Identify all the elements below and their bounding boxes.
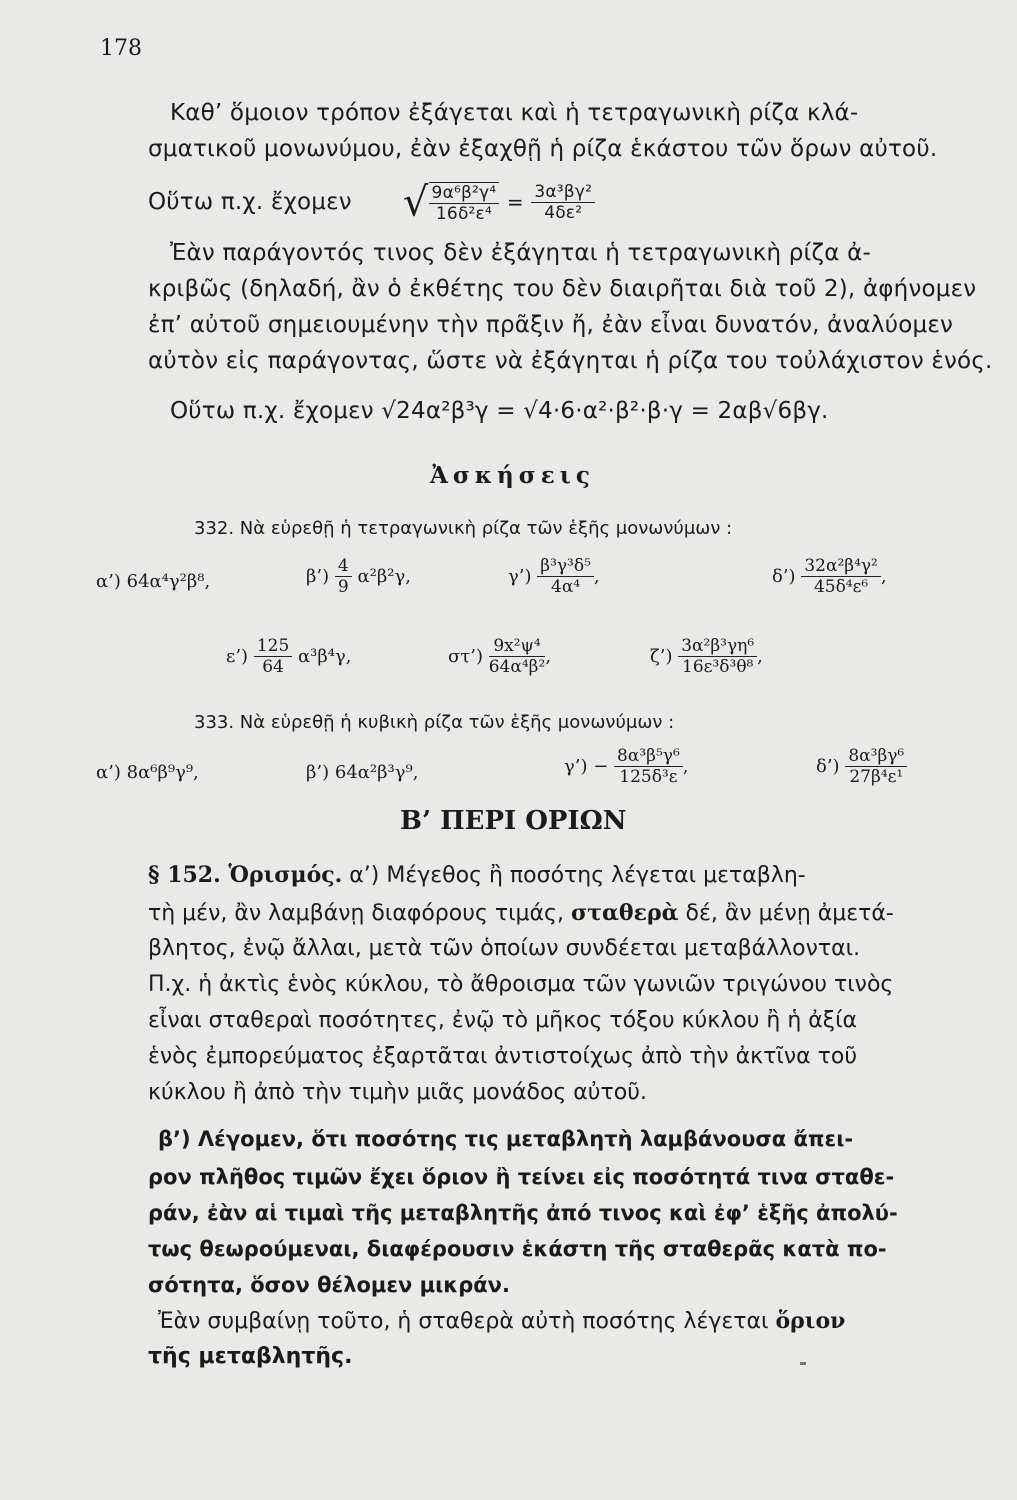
sec152-l2b: σταθερὰ: [570, 900, 679, 926]
ex333-d: [816, 748, 907, 786]
ex332-e-num: 125: [254, 638, 292, 657]
sec152-mark: § 152. Ὁρισμός.: [148, 862, 343, 888]
ex332-z-num: 3α²β³γη⁶: [678, 638, 757, 657]
para2-line-2: κριβῶς (δηλαδή, ἂν ὁ ἐκθέτης του δὲν διαιρῆται διὰ τοῦ 2), ἀφήνομεν: [148, 276, 977, 302]
ex332-e-den: 64: [262, 657, 284, 677]
sec152-line-7: κύκλου ἢ ἀπὸ τὴν τιμὴν μιᾶς μονάδος αὐτοῦ.: [148, 1080, 647, 1105]
ex332-c: γ’) $\frac{\text{β³γ³δ⁵}}{\text{4α⁴}}$ ,: [508, 556, 600, 597]
ex332-b-den: 9: [337, 577, 349, 597]
ink-speck: [800, 1362, 806, 1365]
ex333-c-label: γ’) −: [564, 756, 609, 777]
example-denominator: 16δ²ε⁴: [435, 204, 492, 224]
ex332-b-label: β’): [306, 566, 330, 587]
para2-line-1: Ἐὰν παράγοντός τινος δὲν ἐξάγηται ἡ τετραγωνικὴ ρίζα ἀ-: [170, 240, 871, 266]
sec152-b1: β’) Λέγομεν, ὅτι ποσότης τις μεταβλητὴ λαμβάνουσα ἄπει-: [158, 1127, 854, 1151]
sec152-line-4: Π.χ. ἡ ἀκτὶς ἑνὸς κύκλου, τὸ ἄθροισμα τῶν γωνιῶν τριγώνου τινὸς: [148, 972, 894, 997]
sqrt-icon: √: [402, 179, 429, 226]
sec152-line-3: βλητος, ἐνῷ ἄλλαι, μετὰ τῶν ὁποίων συνδέεται μεταβάλλονται.: [148, 936, 861, 961]
sec152-c1b: ὅριον: [775, 1308, 846, 1334]
ex332-b: [306, 558, 411, 596]
ex332-st-den: 64α⁴β²: [488, 657, 546, 677]
sec152-c2: τῆς μεταβλητῆς.: [148, 1344, 353, 1369]
ex333-b: β’) 64α²β³γ⁹,: [306, 762, 419, 783]
sec152-b2: ρον πλῆθος τιμῶν ἔχει ὅριον ἢ τείνει εἰς ποσότητά τινα σταθε-: [148, 1165, 895, 1189]
para2-line-3: ἐπ’ αὐτοῦ σημειουμένην τὴν πρᾶξιν ἤ, ἐὰν εἶναι δυνατόν, ἀναλύομεν: [148, 312, 954, 338]
sec152-c1a: Ἐὰν συμβαίνῃ τοῦτο, ἡ σταθερὰ αὐτὴ ποσότης λέγεται: [158, 1309, 769, 1334]
ex333-a: α’) 8α⁶β⁹γ⁹,: [96, 762, 199, 783]
ex333-d-label: δ’): [816, 756, 840, 777]
para2-line-4: αὐτὸν εἰς παράγοντας, ὥστε νὰ ἐξάγηται ἡ ρίζα του τοὐλάχιστον ἑνός.: [148, 348, 993, 374]
sec152-l2c: δέ, ἂν μένῃ ἀμετά-: [685, 901, 894, 926]
ex332-d-label: δ’): [772, 566, 796, 587]
exercises-title: Ἀσκήσεις: [430, 462, 595, 489]
ex332-z-den: 16ε³δ³θ⁸: [682, 657, 754, 677]
result-fraction: [531, 181, 595, 223]
ex332-b-tail: α²β²γ,: [357, 566, 411, 587]
example-fraction: [429, 182, 500, 223]
intro-line-1: Καθ’ ὅμοιον τρόπον ἐξάγεται καὶ ἡ τετραγωνικὴ ρίζα κλά-: [170, 100, 859, 126]
ex332-d-num: 32α²β⁴γ²: [801, 558, 881, 577]
ex332-e: [226, 638, 351, 676]
sec152-l2a: τὴ μέν, ἂν λαμβάνῃ διαφόρους τιμάς,: [148, 901, 564, 926]
ex332-st-num: 9x²ψ⁴: [489, 638, 546, 657]
ex332-z-label: ζ’): [650, 646, 673, 667]
result-numerator: 3α³βγ²: [531, 184, 595, 203]
example-numerator: 9α⁶β²γ⁴: [429, 185, 500, 204]
ex332-a: α’) 64α⁴γ²β⁸,: [96, 571, 211, 592]
ex332-c-label: γ’): [508, 566, 532, 587]
para2-example: Οὕτω π.χ. ἔχομεν √24α²β³γ = √4·6·α²·β²·β·γ = 2αβ√6βγ.: [170, 398, 829, 424]
sec152-c1: [158, 1306, 845, 1337]
page-number: 178: [100, 36, 142, 61]
ex332-c-num: β³γ³δ⁵: [537, 558, 594, 577]
ex332-b-num: 4: [335, 558, 352, 577]
sec152-b5: σότητα, ὅσον θέλομεν μικράν.: [148, 1273, 510, 1297]
ex332-z: ζ’) $\frac{\text{3α²β³γη⁶}}{\text{16ε³δ³θ⁸}}$ ,: [650, 636, 763, 677]
sec152-b3: ράν, ἐὰν αἱ τιμαὶ τῆς μεταβλητῆς ἀπό τινος καὶ ἐφ’ ἑξῆς ἀπολύ-: [148, 1201, 898, 1225]
equals-sign: =: [506, 190, 524, 214]
ex333-heading: 333. Νὰ εὑρεθῇ ἡ κυβικὴ ρίζα τῶν ἑξῆς μονωνύμων :: [194, 712, 675, 733]
ex332-d: δ’) $\frac{\text{32α²β⁴γ²}}{\text{45δ⁴ε⁶}}$ ,: [772, 556, 887, 597]
ex333-d-num: 8α³βγ⁶: [845, 748, 907, 767]
ex332-c-den: 4α⁴: [551, 577, 581, 597]
intro-line-2: σματικοῦ μονωνύμου, ἐὰν ἐξαχθῇ ἡ ρίζα ἑκάστου τῶν ὅρων αὐτοῦ.: [148, 136, 938, 162]
sec152-l1: α’) Μέγεθος ἢ ποσότης λέγεται μεταβλη-: [349, 863, 806, 888]
ex333-c-num: 8α³β⁵γ⁶: [614, 748, 683, 767]
ex332-e-tail: α³β⁴γ,: [298, 646, 352, 667]
result-denominator: 4δε²: [544, 202, 583, 223]
ex332-heading: 332. Νὰ εὑρεθῇ ἡ τετραγωνικὴ ρίζα τῶν ἑξῆς μονωνύμων :: [194, 518, 733, 539]
sec152-b4: τως θεωρούμεναι, διαφέρουσιν ἑκάστη τῆς σταθερᾶς κατὰ πο-: [148, 1237, 887, 1261]
example-label: Οὕτω π.χ. ἔχομεν: [148, 189, 352, 215]
ex332-d-den: 45δ⁴ε⁶: [813, 577, 869, 597]
sec152-line-1: [148, 860, 806, 891]
ex332-st-label: στ’): [448, 646, 483, 667]
intro-example: [148, 179, 595, 226]
sec152-line-2: [148, 898, 894, 929]
ex332-e-label: ε’): [226, 646, 249, 667]
sec152-line-5: εἶναι σταθεραὶ ποσότητες, ἐνῷ τὸ μῆκος τόξου κύκλου ἢ ἡ ἀξία: [148, 1008, 858, 1033]
sec152-line-6: ἑνὸς ἐμπορεύματος ἐξαρτᾶται ἀντιστοίχως ἀπὸ τὴν ἀκτῖνα τοῦ: [148, 1044, 858, 1069]
ex332-st: στ’) $\frac{\text{9x²ψ⁴}}{\text{64α⁴β²}}$ ,: [448, 636, 552, 677]
ex333-c: γ’) − $\frac{\text{8α³β⁵γ⁶}}{\text{125δ³ε}}$ ,: [564, 746, 689, 787]
section-heading: Β’ ΠΕΡΙ ΟΡΙΩΝ: [400, 806, 627, 836]
ex333-d-den: 27β⁴ε¹: [849, 767, 904, 787]
ex333-c-den: 125δ³ε: [619, 767, 678, 787]
